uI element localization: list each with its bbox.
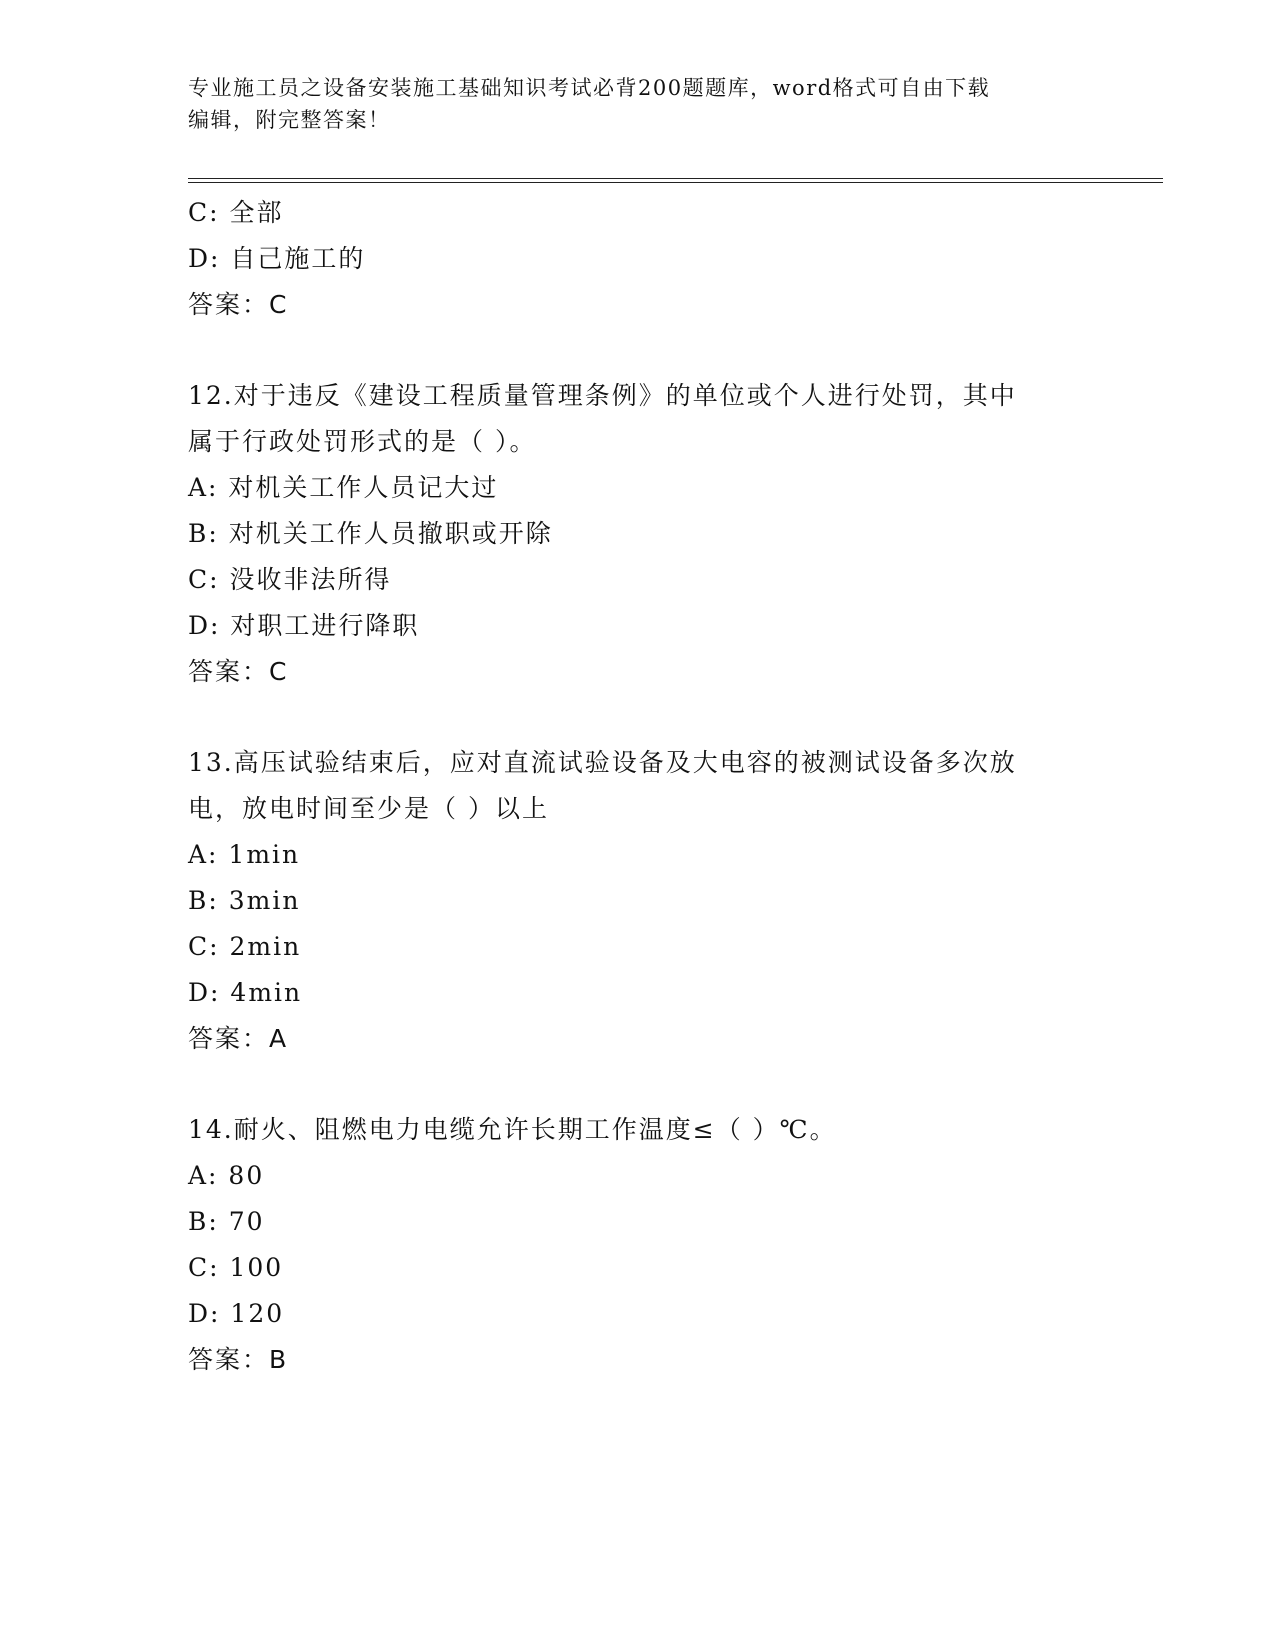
answer-line: 答案：A [188, 1024, 289, 1053]
option-c: C: 100 [188, 1253, 284, 1282]
option-c: C: 全部 [188, 198, 284, 227]
question-text: 12.对于违反《建设工程质量管理条例》的单位或个人进行处罚，其中 [188, 381, 1017, 410]
option-c: C: 2min [188, 932, 302, 961]
header-line-2: 编辑，附完整答案！ [188, 108, 391, 132]
option-a: A: 对机关工作人员记大过 [188, 473, 499, 502]
option-b: B: 3min [188, 886, 301, 915]
option-a: A: 80 [188, 1161, 265, 1190]
question-13 [188, 740, 1088, 1062]
question-14 [188, 1107, 1088, 1383]
header-divider [188, 178, 1163, 183]
option-d: D: 4min [188, 978, 303, 1007]
question-12 [188, 373, 1088, 695]
option-b: B: 70 [188, 1207, 265, 1236]
option-a: A: 1min [188, 840, 301, 869]
answer-line: 答案：B [188, 1345, 289, 1374]
question-list [188, 190, 1088, 1383]
question-11-continued [188, 190, 1088, 328]
option-d: D: 120 [188, 1299, 285, 1328]
header-line-1: 专业施工员之设备安装施工基础知识考试必背200题题库，word格式可自由下载 [188, 76, 991, 100]
option-c: C: 没收非法所得 [188, 565, 392, 594]
option-d: D: 自己施工的 [188, 244, 366, 273]
option-d: D: 对职工进行降职 [188, 611, 420, 640]
page-header [188, 72, 1068, 136]
question-text: 属于行政处罚形式的是（ ）。 [188, 427, 537, 456]
option-b: B: 对机关工作人员撤职或开除 [188, 519, 553, 548]
answer-line: 答案：C [188, 290, 289, 319]
answer-line: 答案：C [188, 657, 289, 686]
question-text: 电，放电时间至少是（ ）以上 [188, 794, 549, 823]
question-text: 14.耐火、阻燃电力电缆允许长期工作温度≤（ ）℃。 [188, 1115, 837, 1144]
question-text: 13.高压试验结束后，应对直流试验设备及大电容的被测试设备多次放 [188, 748, 1017, 777]
